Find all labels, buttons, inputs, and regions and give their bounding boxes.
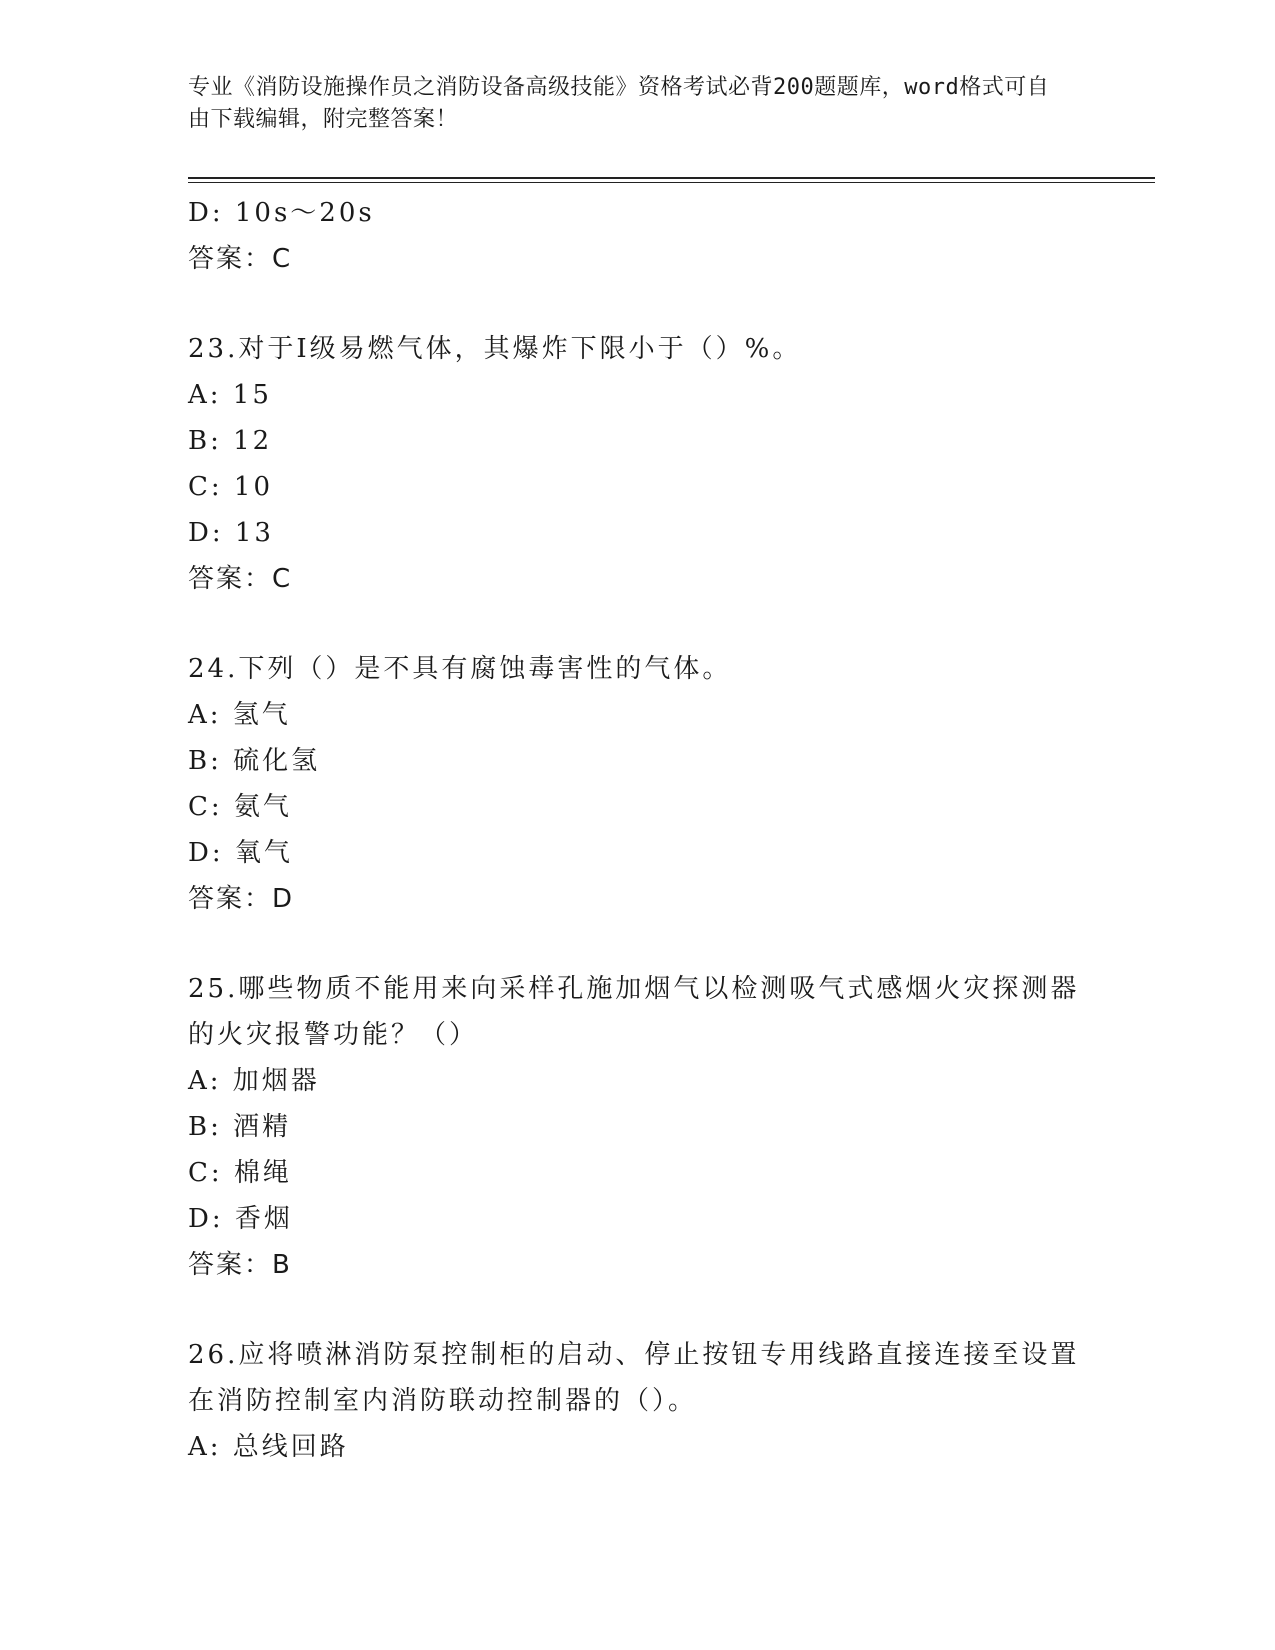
spacer [188,282,1088,326]
option-a: A: 总线回路 [188,1432,349,1462]
option-b: B: 酒精 [188,1112,292,1142]
option-a: A: 加烟器 [188,1066,320,1096]
option-d: D: 氧气 [188,838,293,868]
question-list [188,190,1088,1470]
option-d: D: 13 [188,518,274,548]
question-text: 26.应将喷淋消防泵控制柜的启动、停止按钮专用线路直接连接至设置在消防控制室内消防联动控制器的（）。 [188,1340,1080,1416]
option-c: C: 氨气 [188,792,292,822]
answer-line: 答案：B [188,1250,292,1280]
question-text: 23.对于Ⅰ级易燃气体，其爆炸下限小于（）%。 [188,334,802,364]
header-rule-thin [188,182,1155,183]
question-24 [188,646,1088,922]
page-header: 专业《消防设施操作员之消防设备高级技能》资格考试必背200题题库，word格式可自由下载编辑，附完整答案！ [188,75,1050,132]
answer-line: 答案：C [188,564,293,594]
question-23 [188,326,1088,602]
option-a: A: 氢气 [188,700,291,730]
spacer [188,922,1088,966]
answer-line: 答案：C [188,244,293,274]
question-text: 24.下列（）是不具有腐蚀毒害性的气体。 [188,654,732,684]
option-a: A: 15 [188,380,272,410]
previous-question-tail [188,190,1088,282]
option-b: B: 硫化氢 [188,746,321,776]
option-d: D: 香烟 [188,1204,293,1234]
question-text: 25.哪些物质不能用来向采样孔施加烟气以检测吸气式感烟火灾探测器的火灾报警功能？（） [188,974,1080,1050]
spacer [188,602,1088,646]
option-c: C: 棉绳 [188,1158,292,1188]
option-c: C: 10 [188,472,274,502]
question-25 [188,966,1088,1288]
answer-line: 答案：D [188,884,295,914]
header-rule-thick [188,177,1155,179]
question-26 [188,1332,1088,1470]
option-d: D: 10s～20s [188,198,375,228]
spacer [188,1288,1088,1332]
option-b: B: 12 [188,426,273,456]
